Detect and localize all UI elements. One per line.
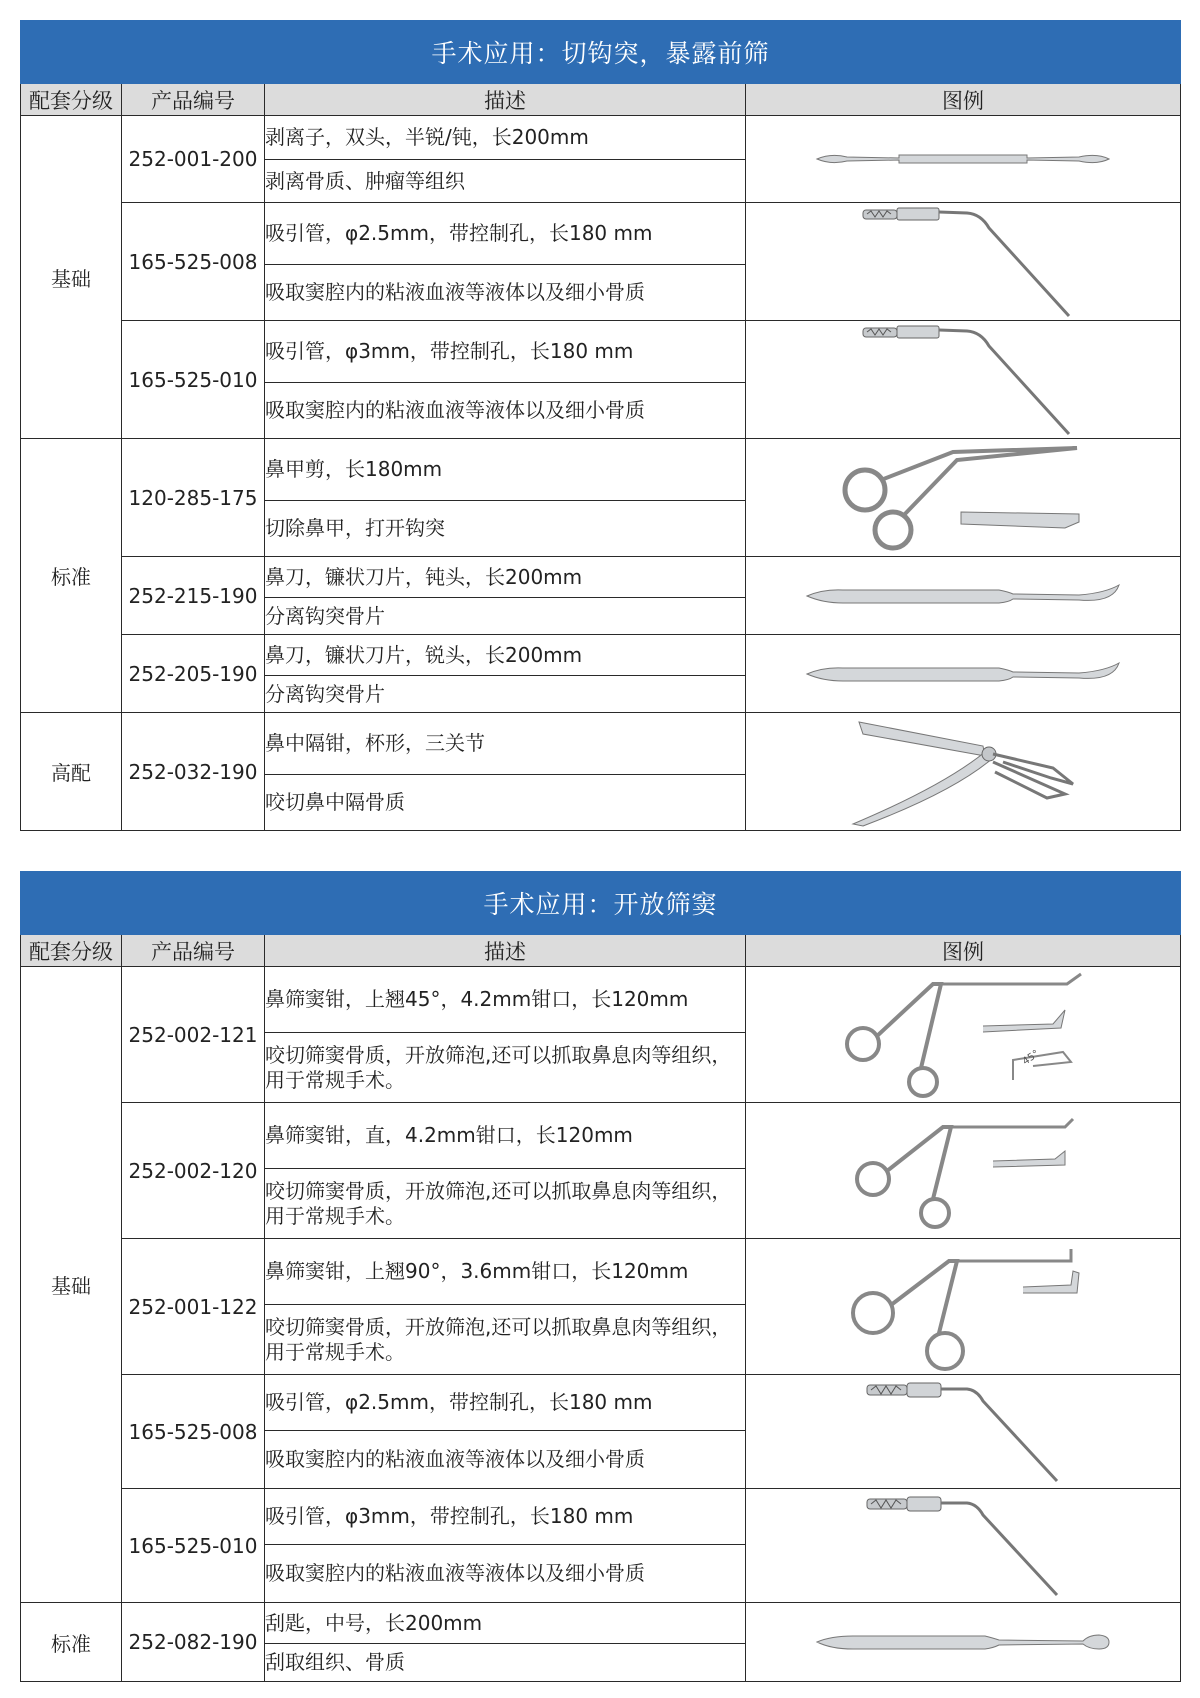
product-name: 鼻中隔钳，杯形，三关节 — [265, 713, 746, 775]
product-use: 吸取窦腔内的粘液血液等液体以及细小骨质 — [265, 265, 746, 321]
table-row — [21, 203, 1181, 265]
header-description: 描述 — [265, 935, 746, 967]
product-use: 咬切筛窦骨质，开放筛泡,还可以抓取鼻息肉等组织，用于常规手术。 — [265, 1169, 746, 1239]
septum-forceps-icon — [746, 713, 1181, 831]
product-name: 鼻筛窦钳，上翘45°，4.2mm钳口，长120mm — [265, 967, 746, 1033]
product-name: 吸引管，φ2.5mm，带控制孔，长180 mm — [265, 203, 746, 265]
product-code: 165-525-010 — [122, 1489, 265, 1603]
grade-cell: 基础 — [21, 116, 122, 439]
turbinate-scissors-icon — [746, 439, 1181, 557]
product-code: 252-002-120 — [122, 1103, 265, 1239]
suction-tube-icon — [746, 1489, 1181, 1603]
product-name: 鼻甲剪，长180mm — [265, 439, 746, 501]
table-row — [21, 1375, 1181, 1431]
suction-tube-icon — [746, 321, 1181, 439]
product-use: 吸取窦腔内的粘液血液等液体以及细小骨质 — [265, 383, 746, 439]
section-2-title: 手术应用：开放筛窦 — [21, 872, 1181, 935]
table-row — [21, 967, 1181, 1033]
header-description: 描述 — [265, 84, 746, 116]
header-code: 产品编号 — [122, 84, 265, 116]
product-use: 剥离骨质、肿瘤等组织 — [265, 160, 746, 203]
header-illustration: 图例 — [746, 935, 1181, 967]
product-use: 咬切筛窦骨质，开放筛泡,还可以抓取鼻息肉等组织，用于常规手术。 — [265, 1305, 746, 1375]
ethmoid-forceps-straight-icon — [746, 1103, 1181, 1239]
product-code: 252-082-190 — [122, 1603, 265, 1682]
header-grade: 配套分级 — [21, 935, 122, 967]
curette-icon — [746, 1603, 1181, 1682]
table-row — [21, 635, 1181, 676]
product-use: 刮取组织、骨质 — [265, 1644, 746, 1682]
sickle-knife-icon — [746, 635, 1181, 713]
product-name: 吸引管，φ2.5mm，带控制孔，长180 mm — [265, 1375, 746, 1431]
product-use: 咬切筛窦骨质，开放筛泡,还可以抓取鼻息肉等组织，用于常规手术。 — [265, 1033, 746, 1103]
product-name: 鼻刀，镰状刀片，锐头，长200mm — [265, 635, 746, 676]
product-code: 252-001-122 — [122, 1239, 265, 1375]
table-row — [21, 1489, 1181, 1545]
product-use: 分离钩突骨片 — [265, 598, 746, 635]
product-use: 吸取窦腔内的粘液血液等液体以及细小骨质 — [265, 1431, 746, 1489]
product-code: 252-032-190 — [122, 713, 265, 831]
product-use: 咬切鼻中隔骨质 — [265, 775, 746, 831]
section-1-title: 手术应用：切钩突，暴露前筛 — [21, 21, 1181, 84]
header-illustration: 图例 — [746, 84, 1181, 116]
table-row — [21, 439, 1181, 501]
table-row — [21, 1239, 1181, 1305]
suction-tube-icon — [746, 203, 1181, 321]
section-1-table — [20, 20, 1181, 831]
grade-cell: 标准 — [21, 1603, 122, 1682]
product-code: 165-525-010 — [122, 321, 265, 439]
product-code: 165-525-008 — [122, 203, 265, 321]
table-row — [21, 713, 1181, 775]
double-elevator-icon — [746, 116, 1181, 203]
product-name: 吸引管，φ3mm，带控制孔，长180 mm — [265, 321, 746, 383]
grade-cell: 基础 — [21, 967, 122, 1603]
header-code: 产品编号 — [122, 935, 265, 967]
product-name: 鼻筛窦钳，直，4.2mm钳口，长120mm — [265, 1103, 746, 1169]
header-grade: 配套分级 — [21, 84, 122, 116]
product-name: 吸引管，φ3mm，带控制孔，长180 mm — [265, 1489, 746, 1545]
product-name: 刮匙，中号，长200mm — [265, 1603, 746, 1644]
product-use: 切除鼻甲，打开钩突 — [265, 501, 746, 557]
table-row — [21, 321, 1181, 383]
suction-tube-icon — [746, 1375, 1181, 1489]
product-code: 252-002-121 — [122, 967, 265, 1103]
section-2-table — [20, 871, 1181, 1682]
product-code: 252-215-190 — [122, 557, 265, 635]
product-code: 252-001-200 — [122, 116, 265, 203]
table-row — [21, 116, 1181, 160]
table-row — [21, 1603, 1181, 1644]
product-use: 分离钩突骨片 — [265, 676, 746, 713]
product-name: 鼻筛窦钳，上翘90°，3.6mm钳口，长120mm — [265, 1239, 746, 1305]
product-code: 165-525-008 — [122, 1375, 265, 1489]
ethmoid-forceps-45-icon — [746, 967, 1181, 1103]
product-code: 120-285-175 — [122, 439, 265, 557]
product-code: 252-205-190 — [122, 635, 265, 713]
sickle-knife-icon — [746, 557, 1181, 635]
product-name: 剥离子，双头，半锐/钝，长200mm — [265, 116, 746, 160]
product-name: 鼻刀，镰状刀片，钝头，长200mm — [265, 557, 746, 598]
table-row — [21, 1103, 1181, 1169]
ethmoid-forceps-90-icon — [746, 1239, 1181, 1375]
grade-cell: 标准 — [21, 439, 122, 713]
grade-cell: 高配 — [21, 713, 122, 831]
table-row — [21, 557, 1181, 598]
product-use: 吸取窦腔内的粘液血液等液体以及细小骨质 — [265, 1545, 746, 1603]
angle-label: 45° — [1020, 1047, 1042, 1068]
